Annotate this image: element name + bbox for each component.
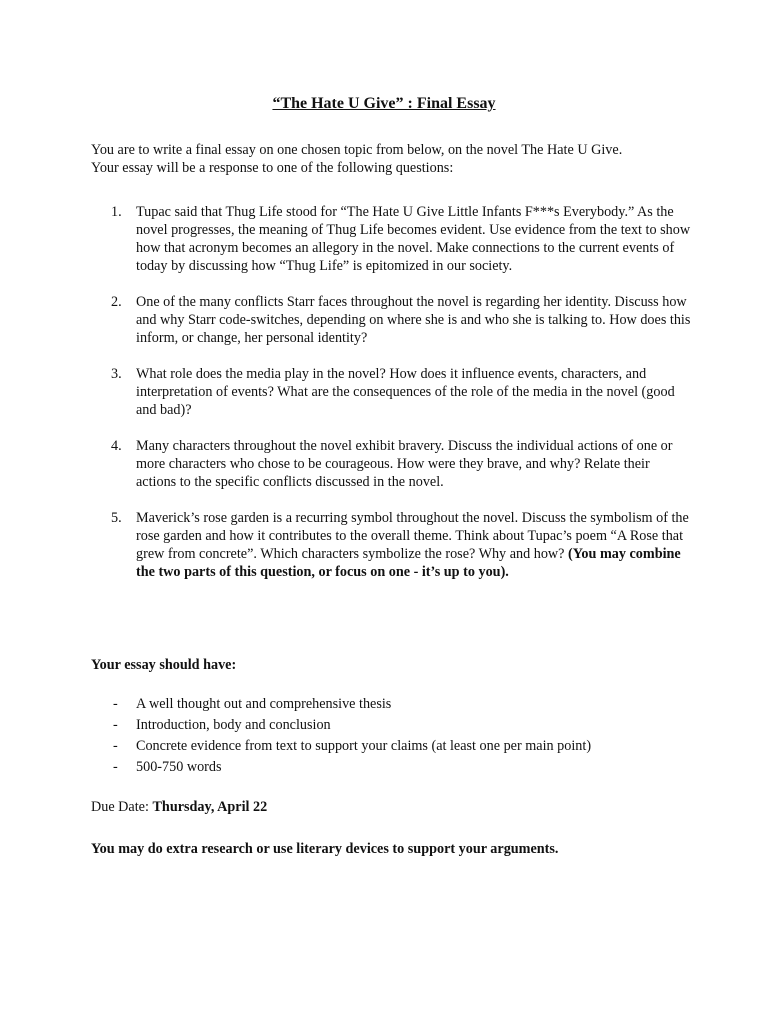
question-text: Maverick’s rose garden is a recurring symbol throughout the novel. Discuss the symbolism of the rose garden and how it contributes to the overall theme. Think about Tupac’s poem “A Rose that grew from concrete”. Which characters symbolize the rose? Why and how?: [136, 510, 689, 562]
question-number: 4.: [111, 438, 122, 454]
due-date-label: Due Date:: [91, 799, 149, 815]
document-title: “The Hate U Give” : Final Essay: [272, 95, 496, 112]
requirements-heading: Your essay should have:: [91, 657, 237, 673]
question-list: [91, 203, 691, 581]
requirement-text: 500-750 words: [136, 759, 222, 775]
requirements-list: [91, 695, 691, 779]
question-number: 3.: [111, 366, 122, 382]
question-text: Tupac said that Thug Life stood for “The Hate U Give Little Infants F***s Everybody.” As the novel progresses, the meaning of Thug Life becomes evident. Use evidence from the text to show how that acronym becomes an allegory in the novel. Make connections to the current events of today by discussing how “Thug Life” is epitomized in our society.: [136, 204, 691, 274]
dash-bullet: -: [113, 759, 118, 775]
question-text: What role does the media play in the novel? How does it influence events, characters, and interpretation of events? What are the consequences of the role of the media in the novel (good and bad)?: [136, 366, 675, 418]
question-text: One of the many conflicts Starr faces throughout the novel is regarding her identity. Discuss how and why Starr code-switches, depending on where she is and who she is talking to. How does this inform, or change, her personal identity?: [136, 294, 691, 346]
dash-bullet: -: [113, 696, 118, 712]
requirement-item: [91, 716, 691, 737]
due-date-line: [91, 798, 267, 816]
question-bold-note: (You may combine the two parts of this question, or focus on one - it’s up to you).: [136, 546, 681, 580]
due-date-value: Thursday, April 22: [152, 799, 268, 815]
intro-line-2: Your essay will be a response to one of the following questions:: [91, 160, 454, 176]
question-item-4: [91, 437, 691, 491]
requirement-text: Introduction, body and conclusion: [136, 717, 331, 733]
intro-paragraph: [91, 141, 691, 177]
requirement-item: [91, 737, 691, 758]
requirement-text: Concrete evidence from text to support your claims (at least one per main point): [136, 738, 592, 754]
question-text: Many characters throughout the novel exhibit bravery. Discuss the individual actions of one or more characters who chose to be courageous. How were they brave, and why? Relate their actions to the specific conflicts discussed in the novel.: [136, 438, 673, 490]
question-number: 2.: [111, 294, 122, 310]
question-number: 5.: [111, 510, 122, 526]
requirement-item: [91, 695, 691, 716]
extra-research-note: You may do extra research or use literary devices to support your arguments.: [91, 841, 559, 857]
requirement-text: A well thought out and comprehensive thesis: [136, 696, 392, 712]
dash-bullet: -: [113, 717, 118, 733]
intro-line-1: You are to write a final essay on one chosen topic from below, on the novel The Hate U Give.: [91, 142, 623, 158]
requirement-item: [91, 758, 691, 779]
question-number: 1.: [111, 204, 122, 220]
dash-bullet: -: [113, 738, 118, 754]
question-item-1: [91, 203, 691, 275]
question-item-3: [91, 365, 691, 419]
question-item-2: [91, 293, 691, 347]
question-item-5: [91, 509, 691, 581]
